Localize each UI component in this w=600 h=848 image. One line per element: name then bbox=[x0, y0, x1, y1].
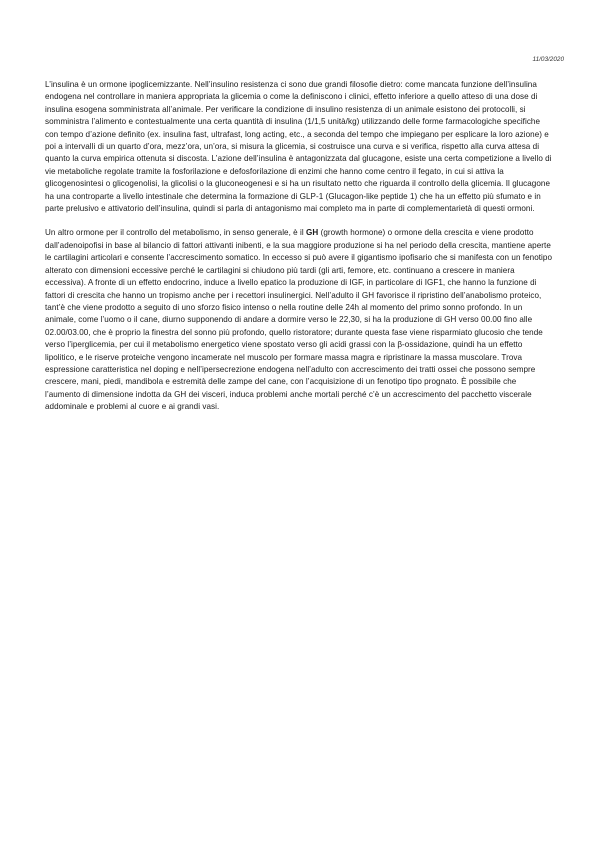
paragraph-text: (growth hormone) o ormone della crescita e viene prodotto dall’adenoipofisi in base al bilancio di fattori attivanti inibenti, e la sua maggiore produzione si ha nel periodo della crescita, mantiene aperte le cartilagini articolari e consente l’accrescimento somatico. In eccesso si può avere il gigantismo ipofisario che si manifesta con un fenotipo alterato con dimensioni eccessive perché le cartilagini si chiudono più tardi (gli arti, femore, etc. continuano a crescere in maniera eccessiva). A fronte di un effetto endocrino, induce a livello epatico la produzione di IGF, in particolare di IGF1, che hanno la funzione di fattori di crescita che hanno un tropismo anche per i recettori insulinergici. Nell’adulto il GH favorisce il ripristino dell’anabolismo proteico, tant’è che viene prodotto a seguito di uno sforzo fisico intenso o nella routine delle 24h al momento del primo sonno profondo. In un animale, come l’uomo o il cane, diurno supponendo di andare a dormire verso le 22,30, si ha la produzione di GH verso 00.00 fino alle 02.00/03.00, che è proprio la finestra del sonno più profondo, quello ristoratore; durante questa fase viene risparmiato glucosio che tende verso l’iperglicemia, per cui il metabolismo energetico viene spostato verso gli acidi grassi con la β-ossidazione, quindi ha un effetto lipolitico, e le riserve proteiche vengono incamerate nel muscolo per formare massa magra e ripristinare la massa muscolare. Trova espressione caratteristica nel doping e nell’ipersecrezione endogena nell’adulto con accrescimento dei tratti ossei che possono sempre crescere, mani, piedi, mandibola e estremità delle zampe del cane, con l’acquisizione di un fenotipo tipo prognato. È possibile che l’aumento di dimensione indotta da GH dei visceri, induca problemi anche mortali perché c’è un accrescimento del pacchetto viscerale addominale e problemi al cuore e ai grandi vasi. bbox=[45, 228, 553, 412]
paragraph-text: L’insulina è un ormone ipoglicemizzante. Nell’insulino resistenza ci sono due grandi filosofie dietro: come mancata funzione dell’insulina endogena nel controllare in maniera appropriata la glicemia o come la definiscono i clinici, effetto inferiore a quello atteso di una dose di insulina esogena somministrata all’animale. Per verificare la condizione di insulino resistenza di un animale esistono dei protocolli, si somministra l’alimento e contestualmente una certa quantità di insulina (1/1,5 unità/kg) utilizzando delle forme farmacologiche specifiche con tempo d’azione definito (ex. insulina fast, ultrafast, long acting, etc., a seconda del tempo che impiegano per esplicare la loro azione) e poi a intervalli di un quarto d’ora, mezz’ora, un’ora, si misura la glicemia, si costruisce una curva e si verifica, rispetto alla curva attesa di quanto la curva empirica ottenuta si discosta. L’azione dell’insulina è antagonizzata dal glucagone, esiste una certa competizione a livello di vie metaboliche regolate tramite la fosforilazione e defosforilazione di enzimi che hanno come centro il fegato, in cui si attiva la glicogenosintesi o glicogenolisi, la glicolisi o la gluconeogenesi e si ha un risultato netto che riguarda il controllo della glicemia. Il glucagone ha una controparte a livello intestinale che determina la formazione di GLP-1 (Glucagon-like peptide 1) che ha un effetto più sfumato e in parte prelusivo e attivatorio dell’insulina, quindi si parla di antagonismo mai completo ma in parte di complementarietà di questi ormoni. bbox=[45, 80, 552, 214]
paragraph-growth-hormone bbox=[45, 227, 553, 413]
bold-term-gh: GH bbox=[306, 228, 319, 238]
paragraph-text: Un altro ormone per il controllo del metabolismo, in senso generale, è il bbox=[45, 228, 307, 238]
paragraph-insulin bbox=[45, 79, 553, 215]
document-date: 11/03/2020 bbox=[532, 56, 564, 63]
document-body bbox=[45, 79, 553, 414]
